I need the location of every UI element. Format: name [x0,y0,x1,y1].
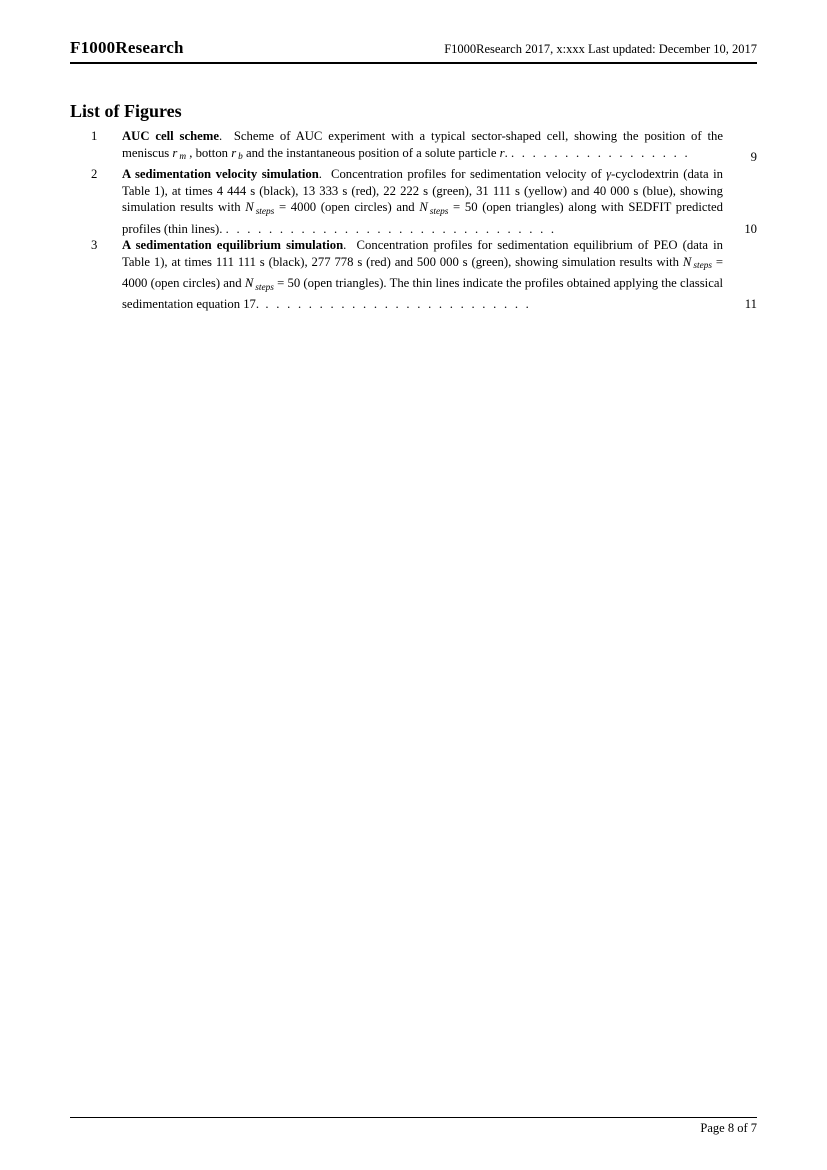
caption-segment: steps [255,206,275,217]
caption-segment: N [244,276,254,291]
figure-caption [122,166,723,237]
figure-entry [70,128,757,166]
caption-segment: . . . . . . . . . . . . . . . . . . . . . . . . . [265,297,529,312]
figure-page-number: 9 [750,150,757,165]
caption-segment: b [238,152,243,163]
page-number-label: Page 8 of 7 [700,1121,757,1135]
caption-segment: N [419,200,428,215]
figure-page-number: 10 [744,221,757,236]
figure-entry [70,237,757,313]
caption-segment: steps [429,206,449,217]
caption-segment: and the instantaneous position of a solute particle [242,145,500,160]
caption-segment: = 50 (open triangles) along with SEDFIT predicted profiles (thin lines). [122,200,723,236]
caption-segment: , botton [186,145,232,160]
issue-info: F1000Research 2017, x:xxx Last updated: December 10, 2017 [444,42,757,56]
caption-segment: AUC cell scheme [122,129,219,143]
caption-segment: . Concentration profiles for sedimentation equilibrium of PEO (data in Table 1), at times 111 111 s (black), 277 778 s (red) and 500 000 s (green), showing simulation results with [122,238,723,269]
figure-caption [122,128,723,166]
caption-segment: = 4000 (open circles) and [122,254,724,291]
caption-segment: r [172,145,178,160]
caption-segment: m [179,152,187,163]
caption-segment: . . . . . . . . . . . . . . . . . . . . . . . . . . . . . . . [225,221,555,236]
figure-entry [70,166,757,237]
caption-segment: N [245,200,254,215]
caption-segment: steps [255,282,274,293]
caption-segment: steps [693,261,712,272]
caption-segment: γ [606,166,612,181]
page-footer [70,1117,757,1136]
figure-number: 2 [91,166,98,181]
caption-segment: r [231,145,237,160]
caption-segment: A sedimentation equilibrium simulation [122,238,344,253]
caption-segment: = 4000 (open circles) and [274,200,420,215]
figure-number: 3 [91,238,98,253]
figure-caption [122,237,723,313]
caption-segment: N [682,254,692,269]
caption-segment: r [499,145,505,160]
caption-segment: = 50 (open triangles). The thin lines indicate the profiles obtained applying the classical sedimentation equation 17. [122,276,723,312]
figure-number: 1 [91,129,98,143]
caption-segment: . Concentration profiles for sedimentation velocity of [318,166,607,181]
caption-segment: -cyclodextrin (data in Table 1), at times 4 444 s (black), 13 333 s (red), 22 222 s (green), 31 111 s (yellow) and 40 000 s (blue), showing simulation results with [122,166,723,215]
page-header [70,0,757,64]
journal-name: F1000Research [70,38,184,57]
figure-page-number: 11 [744,297,757,312]
caption-segment: A sedimentation velocity simulation [122,166,319,181]
caption-segment: . Scheme of AUC experiment with a typical sector-shaped cell, showing the position of the meniscus [122,129,723,160]
figures-list [70,128,757,313]
caption-segment: . . . . . . . . . . . . . . . . . [510,145,688,160]
page-title: List of Figures [70,101,182,121]
caption-segment: . [504,145,511,160]
